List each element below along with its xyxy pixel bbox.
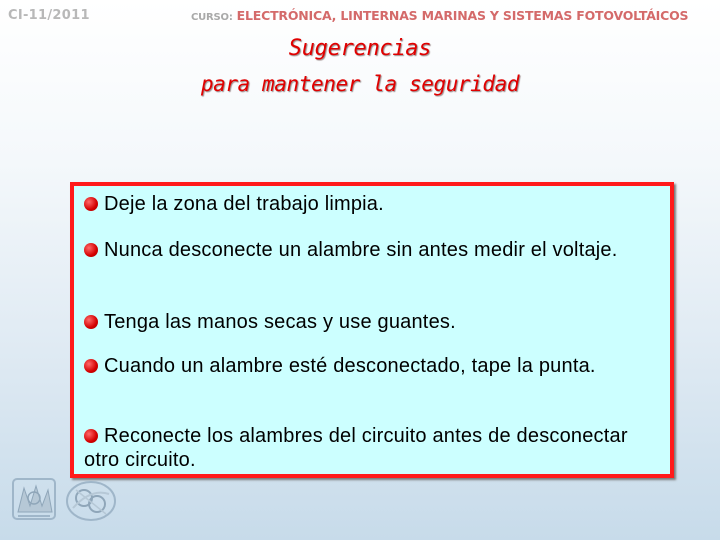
item-text: Cuando un alambre esté desconectado, tape la punta. xyxy=(104,355,596,377)
title-line-2: para mantener la seguridad xyxy=(200,72,520,96)
bullet-dot-icon xyxy=(84,243,98,257)
item-text: Nunca desconecte un alambre sin antes medir el voltaje. xyxy=(104,239,618,261)
list-item xyxy=(84,424,664,472)
item-text: Reconecte los alambres del circuito antes de desconectar otro circuito. xyxy=(84,425,628,471)
list-item xyxy=(84,354,664,378)
title-line-1: Sugerencias xyxy=(288,36,432,61)
list-item xyxy=(84,310,664,334)
item-text: Tenga las manos secas y use guantes. xyxy=(104,311,456,333)
top-header xyxy=(0,0,720,26)
bullet-dot-icon xyxy=(84,359,98,373)
course-label: CURSO: xyxy=(191,12,233,23)
course-name: ELECTRÓNICA, LINTERNAS MARINAS Y SISTEMAS FOTOVOLTÁICOS xyxy=(236,8,689,23)
suggestions-box xyxy=(70,182,674,478)
bullet-dot-icon xyxy=(84,429,98,443)
bullet-dot-icon xyxy=(84,315,98,329)
bullet-dot-icon xyxy=(84,197,98,211)
organization-logo-icon xyxy=(64,478,118,524)
list-item xyxy=(84,192,664,216)
course-heading xyxy=(191,8,688,23)
list-item xyxy=(84,238,664,262)
university-seal-icon xyxy=(10,476,58,522)
item-text: Deje la zona del trabajo limpia. xyxy=(104,193,384,215)
document-code: CI-11/2011 xyxy=(8,8,90,23)
